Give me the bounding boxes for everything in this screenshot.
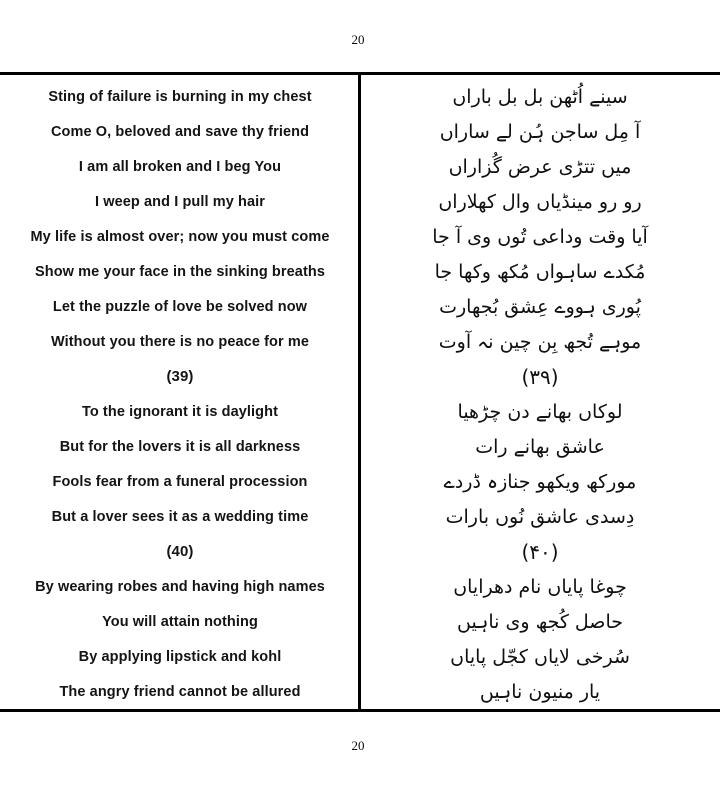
- urdu-verse: میں تتڑی عرض گُزاراں: [448, 155, 632, 178]
- english-verse: My life is almost over; now you must come: [30, 228, 330, 245]
- verse-row: [0, 79, 720, 114]
- verse-row: [0, 499, 720, 534]
- poem-number-urdu: (۳۹): [521, 364, 559, 389]
- english-verse: Sting of failure is burning in my chest: [48, 88, 312, 105]
- urdu-verse: سُرخی لایاں کجّل پایاں: [450, 645, 630, 668]
- urdu-verse: سینے اُٹھن بل بل باراں: [452, 85, 628, 108]
- poem-number-row: [0, 359, 720, 394]
- english-verse: But for the lovers it is all darkness: [59, 438, 301, 455]
- urdu-verse: مورکھ ویکھو جنازہ ڈردے: [443, 470, 637, 493]
- english-verse: Fools fear from a funeral procession: [52, 473, 308, 490]
- verse-row: [0, 114, 720, 149]
- poem-number-row: [0, 534, 720, 569]
- english-verse: I weep and I pull my hair: [94, 193, 266, 210]
- bottom-rule: [0, 709, 720, 712]
- english-verse: Let the puzzle of love be solved now: [52, 298, 308, 315]
- urdu-verse: رو رو مینڈیاں وال کھلاراں: [438, 190, 642, 213]
- urdu-verse: آ مِل ساجن ہُن لے ساراں: [439, 120, 641, 143]
- urdu-verse: موہے تُجھ بِن چین نہ آوت: [438, 330, 642, 353]
- urdu-verse: عاشق بھانے رات: [475, 435, 605, 458]
- poem-number-english: (39): [166, 368, 194, 385]
- urdu-verse: چوغا پایاں نام دھرایاں: [453, 575, 627, 598]
- english-verse: You will attain nothing: [102, 613, 258, 630]
- verse-row: [0, 324, 720, 359]
- verse-table: [0, 79, 720, 709]
- urdu-verse: یار منیون ناہیں: [479, 680, 601, 703]
- verse-row: [0, 289, 720, 324]
- verse-row: [0, 394, 720, 429]
- verse-row: [0, 429, 720, 464]
- english-verse: But a lover sees it as a wedding time: [51, 508, 309, 525]
- urdu-verse: آیا وقت وداعی تُوں وی آ جا: [432, 225, 648, 248]
- english-verse: To the ignorant it is daylight: [81, 403, 279, 420]
- english-verse: Show me your face in the sinking breaths: [34, 263, 326, 280]
- english-verse: The angry friend cannot be allured: [59, 683, 301, 700]
- verse-row: [0, 149, 720, 184]
- english-verse: By applying lipstick and kohl: [78, 648, 282, 665]
- verse-row: [0, 674, 720, 709]
- verse-row: [0, 464, 720, 499]
- verse-row: [0, 604, 720, 639]
- urdu-verse: دِسدی عاشق نُوں بارات: [445, 505, 635, 528]
- verse-row: [0, 184, 720, 219]
- urdu-verse: مُکدے ساہواں مُکھ وکھا جا: [434, 260, 646, 283]
- verse-row: [0, 254, 720, 289]
- verse-row: [0, 569, 720, 604]
- poem-number-english: (40): [166, 543, 194, 560]
- english-verse: Without you there is no peace for me: [50, 333, 310, 350]
- page-number-top: 20: [351, 32, 365, 47]
- urdu-verse: حاصل کُجھ وی ناہیں: [457, 610, 623, 633]
- verse-row: [0, 219, 720, 254]
- english-verse: I am all broken and I beg You: [78, 158, 282, 175]
- verse-row: [0, 639, 720, 674]
- english-verse: By wearing robes and having high names: [35, 578, 325, 595]
- urdu-verse: پُوری ہووے عِشق بُجھارت: [439, 295, 641, 318]
- poem-number-urdu: (۴۰): [521, 539, 559, 564]
- english-verse: Come O, beloved and save thy friend: [50, 123, 310, 140]
- urdu-verse: لوکاں بھانے دن چڑھیا: [457, 400, 623, 423]
- page-number-bottom: 20: [351, 738, 365, 753]
